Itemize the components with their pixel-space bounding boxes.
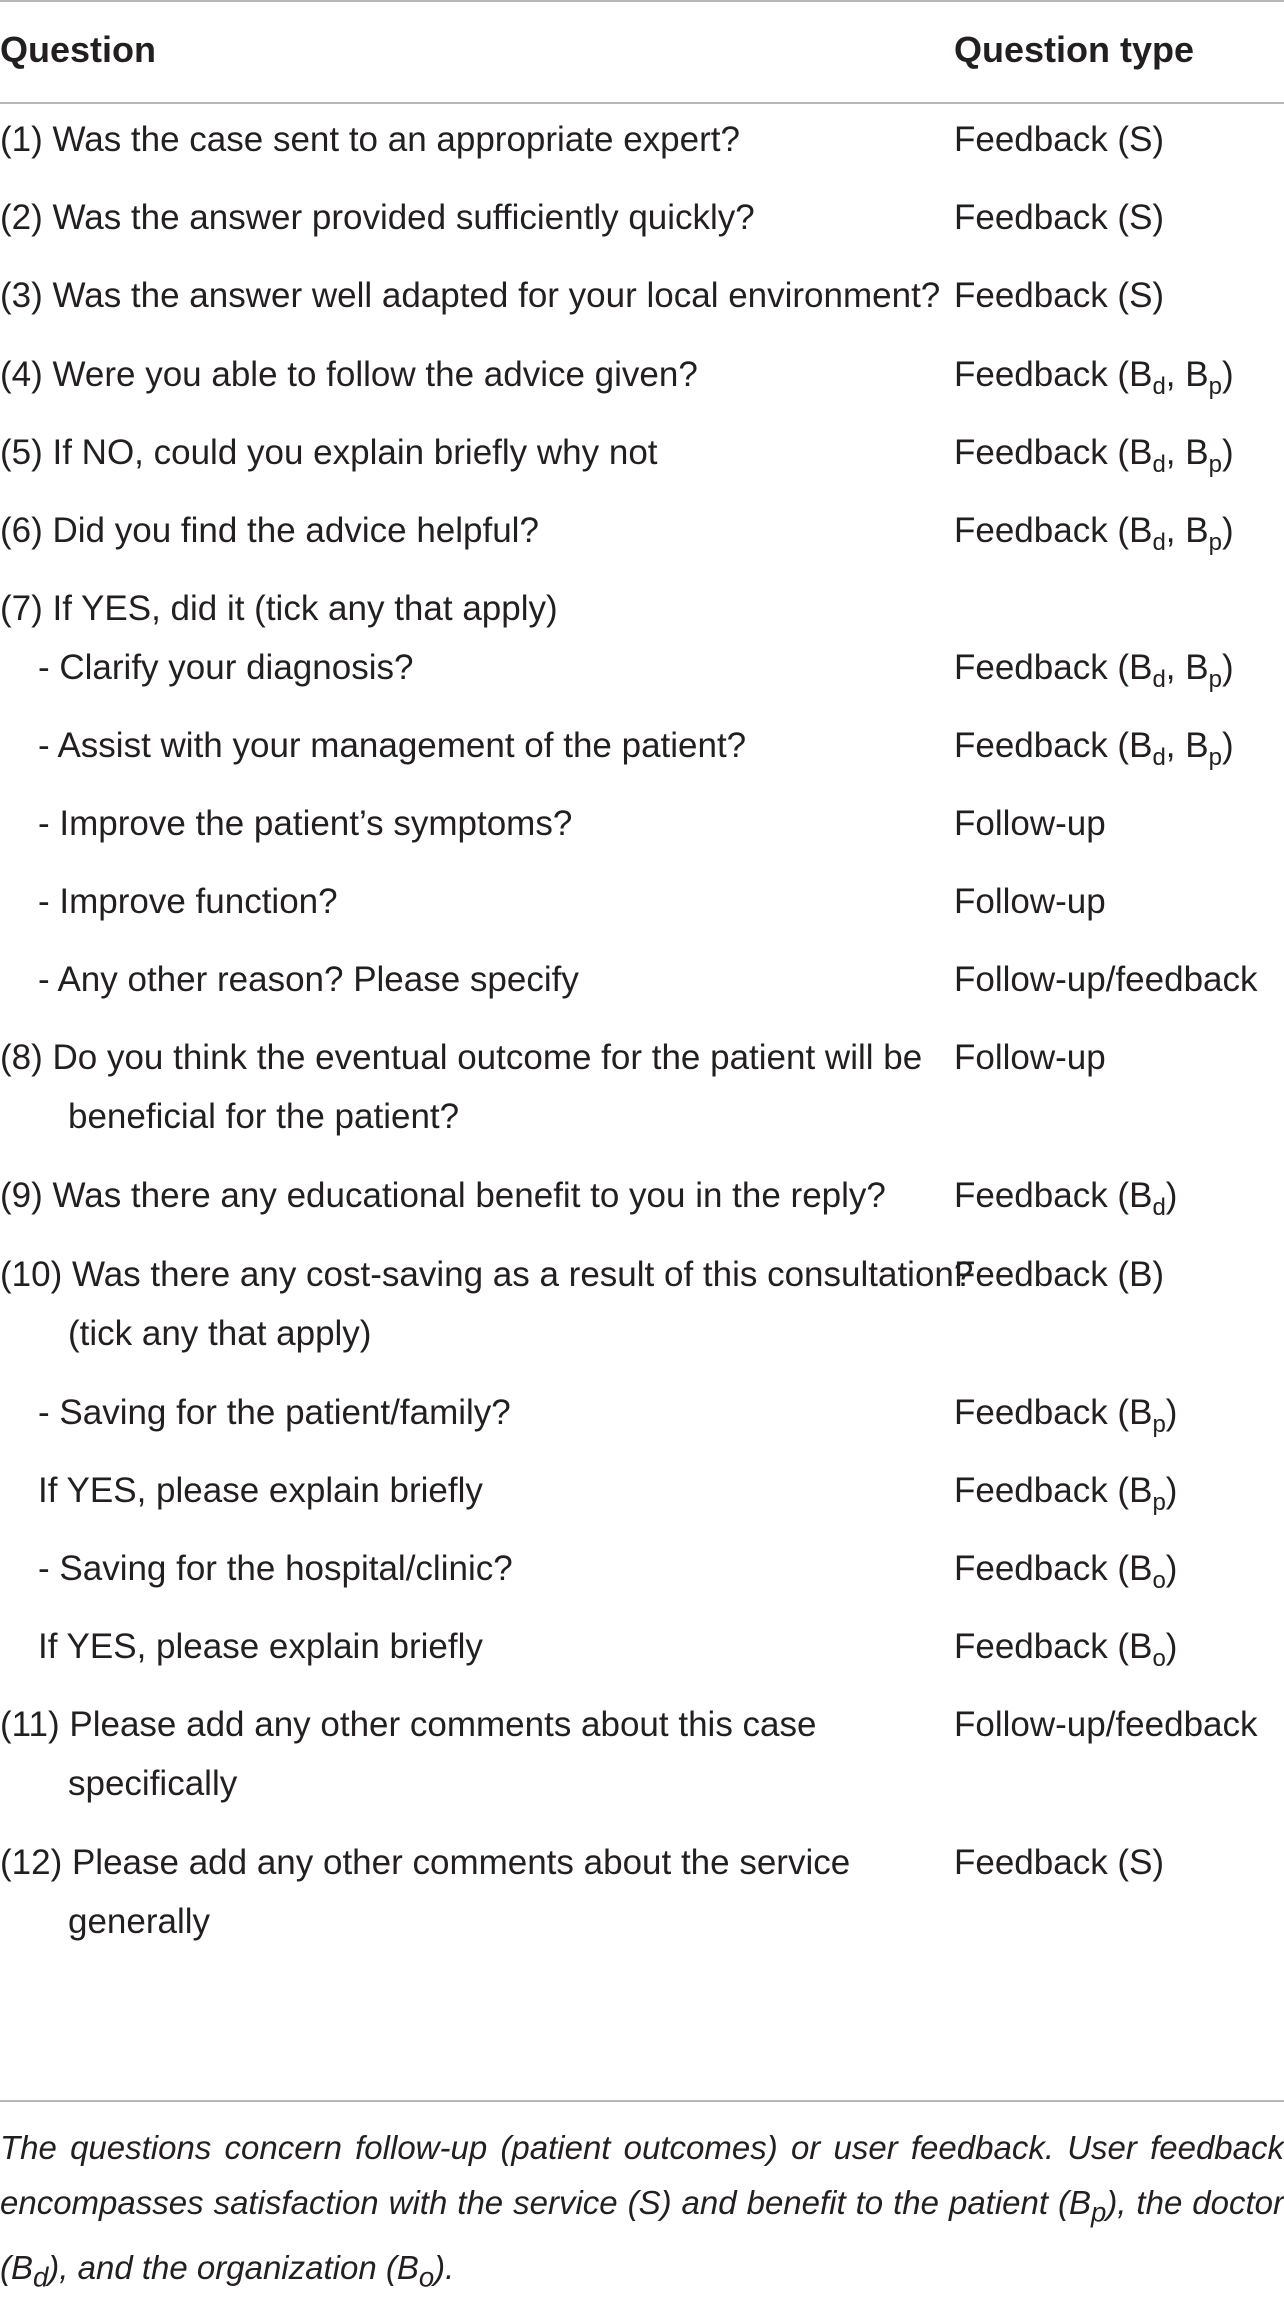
question-cell: (2) Was the answer provided sufficiently quickly? [0, 198, 755, 237]
header-question-type: Question type [954, 29, 1195, 70]
type-cell: Follow-up/feedback [954, 960, 1258, 999]
type-cell: Feedback $(B_p)$ [954, 1393, 1178, 1438]
type-cell: Feedback $(B_p)$ [954, 1471, 1178, 1516]
table-row [0, 501, 1284, 579]
table-row [0, 716, 1284, 794]
question-cell: - Improve function? [38, 882, 338, 921]
table-header [0, 20, 1284, 80]
type-cell: Feedback ($B_d$, $B_p$) [954, 648, 1234, 693]
top-rule [0, 0, 1284, 2]
question-cell: (8) Do you think the eventual outcome for the patient will be beneficial for the patient? [0, 1038, 923, 1136]
type-cell: Feedback ($B_d$, $B_p$) [954, 355, 1234, 400]
question-cell: - Improve the patient’s symptoms? [38, 804, 573, 843]
table-body [0, 110, 1284, 1971]
header-question: Question [0, 29, 157, 70]
type-cell: Feedback $(B_d)$ [954, 1176, 1178, 1221]
table-row [0, 423, 1284, 501]
question-cell: (5) If NO, could you explain briefly why not [0, 433, 658, 472]
table-row [0, 1617, 1284, 1695]
table-row [0, 1028, 1284, 1166]
table-row [0, 188, 1284, 266]
question-cell: (4) Were you able to follow the advice given? [0, 355, 698, 394]
question-cell: (1) Was the case sent to an appropriate expert? [0, 120, 740, 159]
type-cell: Feedback $(B_o)$ [954, 1549, 1178, 1594]
type-cell: Follow-up [954, 882, 1106, 921]
table-row [0, 266, 1284, 345]
table-footnote: The questions concern follow-up (patient outcomes) or user feedback. User feedback encompasses satisfaction with the service (S) and benefit to the patient $(B_p)$, the doctor $(B_d)$, and the organization $(B_o)$. [0, 2129, 1284, 2293]
type-cell: Follow-up/feedback [954, 1705, 1258, 1744]
table-row [0, 110, 1284, 188]
table-row [0, 1833, 1284, 1971]
table-row [0, 1695, 1284, 1833]
question-cell: If YES, please explain briefly [38, 1471, 483, 1510]
table-row [0, 638, 1284, 716]
table-row [0, 794, 1284, 872]
table-row [0, 872, 1284, 950]
type-cell: Feedback ($B_d$, $B_p$) [954, 511, 1234, 556]
table-row [0, 579, 1284, 638]
table-row [0, 950, 1284, 1028]
question-cell: (12) Please add any other comments about the service generally [0, 1843, 851, 1941]
type-cell: Feedback ($B_d$, $B_p$) [954, 433, 1234, 478]
question-cell: - Saving for the patient/family? [38, 1393, 511, 1432]
question-cell: - Clarify your diagnosis? [38, 648, 414, 687]
type-cell: Feedback (S) [954, 120, 1165, 159]
table-row [0, 1383, 1284, 1461]
question-cell: - Any other reason? Please specify [38, 960, 579, 999]
question-cell: (6) Did you find the advice helpful? [0, 511, 539, 550]
type-cell: Feedback (S) [954, 276, 1165, 315]
question-cell: - Assist with your management of the patient? [38, 726, 747, 765]
question-cell: (11) Please add any other comments about this case specifically [0, 1705, 817, 1803]
type-cell: Feedback (S) [954, 198, 1165, 237]
table-row [0, 345, 1284, 423]
type-cell: Feedback (B) [954, 1255, 1165, 1294]
question-cell: (9) Was there any educational benefit to you in the reply? [0, 1176, 886, 1215]
question-cell: - Saving for the hospital/clinic? [38, 1549, 513, 1588]
type-cell: Feedback $(B_o)$ [954, 1627, 1178, 1672]
type-cell: Feedback (S) [954, 1843, 1165, 1882]
table-row [0, 1245, 1284, 1383]
question-cell: (7) If YES, did it (tick any that apply) [0, 589, 558, 628]
question-cell: (3) Was the answer well adapted for your local environment? [0, 276, 941, 315]
question-cell: If YES, please explain briefly [38, 1627, 483, 1666]
bottom-rule [0, 2100, 1284, 2102]
question-cell: (10) Was there any cost-saving as a result of this consultation? (tick any that apply) [0, 1255, 974, 1353]
table-row [0, 1461, 1284, 1539]
type-cell: Feedback ($B_d$, $B_p$) [954, 726, 1234, 771]
type-cell: Follow-up [954, 1038, 1106, 1077]
table-row [0, 1539, 1284, 1617]
header-rule [0, 102, 1284, 104]
table-row [0, 1166, 1284, 1245]
type-cell: Follow-up [954, 804, 1106, 843]
